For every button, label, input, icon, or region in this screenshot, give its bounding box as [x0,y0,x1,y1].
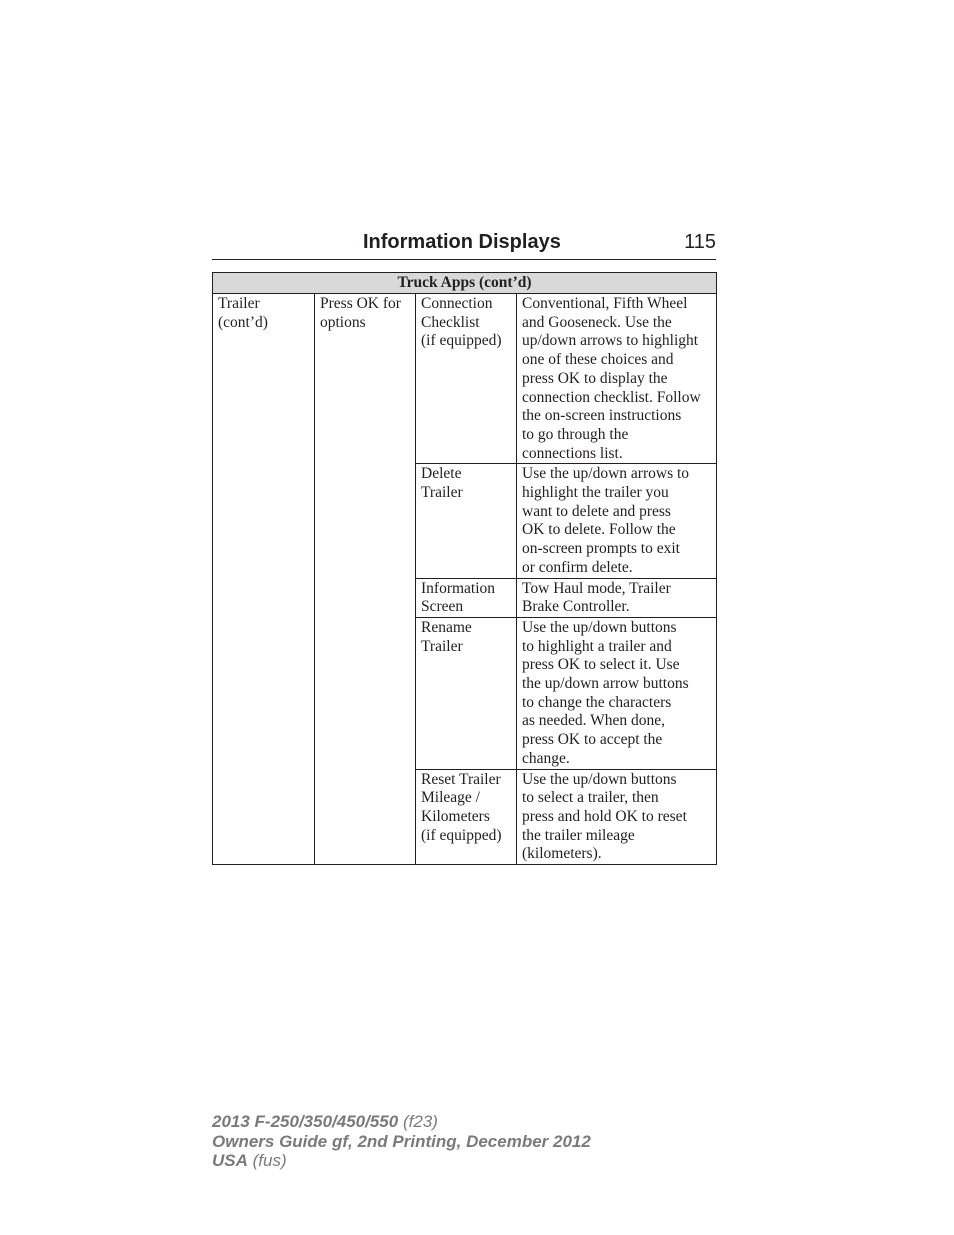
description-line: press OK to display the [522,369,668,387]
option-line: Trailer [421,484,463,502]
description-line: highlight the trailer you [522,484,669,502]
option-line: Rename [421,618,472,636]
option-cell [416,769,517,865]
description-line: Conventional, Fifth Wheel [522,295,688,312]
footer-guide: Owners Guide gf, 2nd Printing, December 2012 [212,1131,591,1151]
page-header [212,229,716,260]
description-line: to go through the [522,425,629,443]
action-line: Press OK for [320,295,401,312]
category-cell [213,294,315,865]
description-line: (kilometers). [522,845,602,863]
description-line: up/down arrows to highlight [522,332,699,350]
description-line: press and hold OK to reset [522,807,687,825]
option-cell [416,617,517,769]
option-line: Delete [421,465,462,483]
description-line: OK to delete. Follow the [522,521,676,539]
footer-model: 2013 F-250/350/450/550 [212,1112,399,1131]
category-line: Trailer [218,295,260,312]
description-line: Tow Haul mode, Trailer [522,579,671,597]
footer-market-line [212,1151,591,1171]
description-line: or confirm delete. [522,558,633,576]
action-line: options [320,313,366,331]
option-line: Checklist [421,313,480,331]
description-line: press OK to select it. Use [522,656,680,674]
description-cell [517,464,717,578]
option-line: Connection [421,295,493,312]
page-number: 115 [684,231,716,253]
option-line: Reset Trailer [421,770,501,788]
description-line: Brake Controller. [522,598,630,616]
option-cell [416,578,517,617]
option-line: Information [421,579,496,597]
action-cell [315,294,416,865]
description-line: Use the up/down arrows to [522,465,690,483]
description-line: change. [522,749,570,767]
description-cell [517,769,717,865]
option-line: Trailer [421,637,463,655]
option-line: Kilometers [421,807,490,825]
footer-market-code: (fus) [252,1151,287,1170]
description-line: the on-screen instructions [522,407,682,425]
description-line: Use the up/down buttons [522,770,677,788]
description-line: on-screen prompts to exit [522,540,680,558]
description-line: to change the characters [522,693,672,711]
option-cell [416,294,517,464]
footer-model-code: (f23) [402,1112,438,1131]
table-title: Truck Apps (cont’d) [213,273,717,294]
description-line: as needed. When done, [522,712,666,730]
description-line: the up/down arrow buttons [522,675,689,693]
option-line: Mileage / [421,789,480,807]
description-line: one of these choices and [522,351,674,369]
category-line: (cont’d) [218,313,268,331]
table-row [213,294,717,464]
footer-guide-line [212,1132,591,1152]
description-cell [517,294,717,464]
description-cell [517,617,717,769]
option-line: (if equipped) [421,826,502,844]
footer [212,1112,591,1171]
description-line: Use the up/down buttons [522,618,677,636]
description-line: connection checklist. Follow [522,388,701,406]
section-title: Information Displays [363,231,561,253]
description-line: to highlight a trailer and [522,637,672,655]
description-line: to select a trailer, then [522,789,659,807]
option-line: Screen [421,598,464,616]
option-line: (if equipped) [421,332,502,350]
footer-market: USA [212,1151,248,1170]
description-line: the trailer mileage [522,826,635,844]
description-line: want to delete and press [522,502,671,520]
option-cell [416,464,517,578]
description-line: press OK to accept the [522,731,663,749]
description-line: and Gooseneck. Use the [522,313,672,331]
description-cell [517,578,717,617]
footer-model-line [212,1112,591,1132]
description-line: connections list. [522,444,623,462]
truck-apps-table [212,272,717,865]
